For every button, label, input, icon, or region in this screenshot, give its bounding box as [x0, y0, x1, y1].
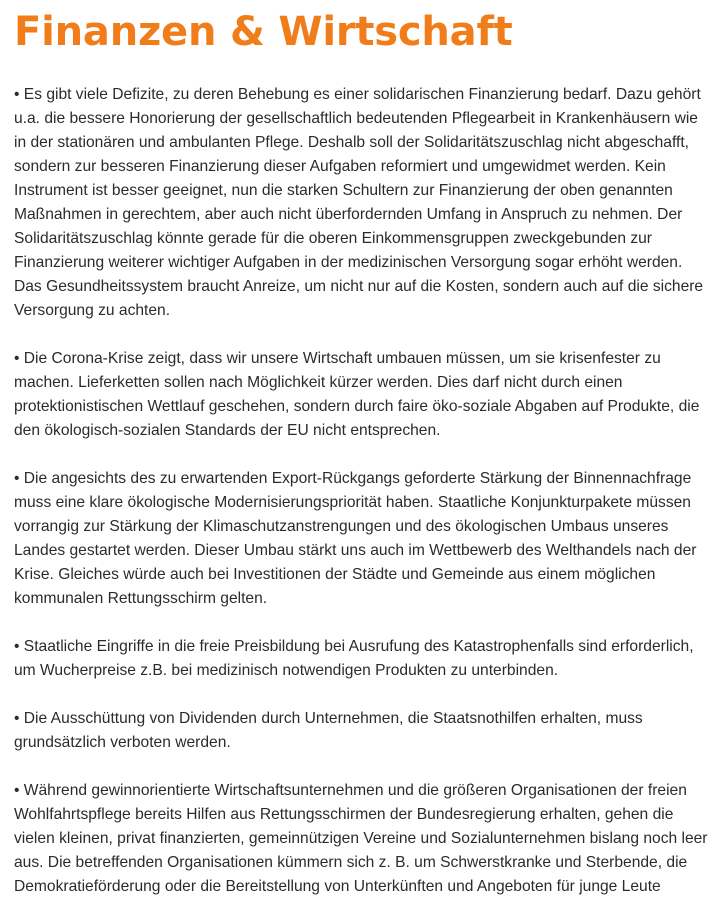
- paragraph-corona-krise: • Die Corona-Krise zeigt, dass wir unsere Wirtschaft umbauen müssen, um sie krisenfester zu machen. Lieferketten sollen nach Möglichkeit kürzer werden. Dies darf nicht durch einen protektionistischen Wettlauf geschehen, sondern durch faire öko-soziale Abgaben auf Produkte, die den ökologisch-sozialen Standards der EU nicht entsprechen.: [14, 350, 700, 439]
- paragraph-vereine: • Während gewinnorientierte Wirtschaftsunternehmen und die größeren Organisationen der freien Wohlfahrtspflege bereits Hilfen aus Rettungsschirmen der Bundesregierung erhalten, gehen die vielen kleinen, privat finanzierten, gemeinnützigen Vereine und Sozialunternehmen bislang noch leer aus. Die betreffenden Organisationen kümmern sich z. B. um Schwerstkranke und Sterbende, die Demokratieförderung oder die Bereitstellung von Unterkünften und Angeboten für junge Leute: [14, 782, 708, 895]
- paragraph-solidaritaetszuschlag: • Es gibt viele Defizite, zu deren Behebung es einer solidarischen Finanzierung bedarf. Dazu gehört u.a. die bessere Honorierung der gesellschaftlich bedeutenden Pflegearbeit in Krankenhäusern wie in der stationären und ambulanten Pflege. Deshalb soll der Solidaritätszuschlag nicht abgeschafft, sondern zur besseren Finanzierung dieser Aufgaben reformiert und umgewidmet werden. Kein Instrument ist besser geeignet, nun die starken Schultern zur Finanzierung der oben genannten Maßnahmen in gerechtem, aber auch nicht überfordernden Umfang in Anspruch zu nehmen. Der Solidaritätszuschlag könnte gerade für die oberen Einkommensgruppen zweckgebunden zur Finanzierung weiterer wichtiger Aufgaben in der medizinischen Versorgung sogar erhöht werden. Das Gesundheitssystem braucht Anreize, um nicht nur auf die Kosten, sondern auch auf die sichere Versorgung zu achten.: [14, 86, 704, 319]
- article-body: [14, 83, 714, 899]
- paragraph-preisbildung: • Staatliche Eingriffe in die freie Preisbildung bei Ausrufung des Katastrophenfalls sind erforderlich, um Wucherpreise z.B. bei medizinisch notwendigen Produkten zu unterbinden.: [14, 638, 694, 679]
- article: [14, 0, 714, 923]
- paragraph-dividenden: • Die Ausschüttung von Dividenden durch Unternehmen, die Staatsnothilfen erhalten, muss grundsätzlich verboten werden.: [14, 710, 643, 751]
- page-title: Finanzen & Wirtschaft: [14, 9, 513, 55]
- paragraph-binnennachfrage: • Die angesichts des zu erwartenden Export-Rückgangs geforderte Stärkung der Binnennachfrage muss eine klare ökologische Modernisierungspriorität haben. Staatliche Konjunkturpakete müssen vorrangig zur Stärkung der Klimaschutzanstrengungen und des ökologischen Umbaus unseres Landes gestartet werden. Dieser Umbau stärkt uns auch im Wettbewerb des Welthandels nach der Krise. Gleiches würde auch bei Investitionen der Städte und Gemeinde aus einem möglichen kommunalen Rettungsschirm gelten.: [14, 470, 697, 607]
